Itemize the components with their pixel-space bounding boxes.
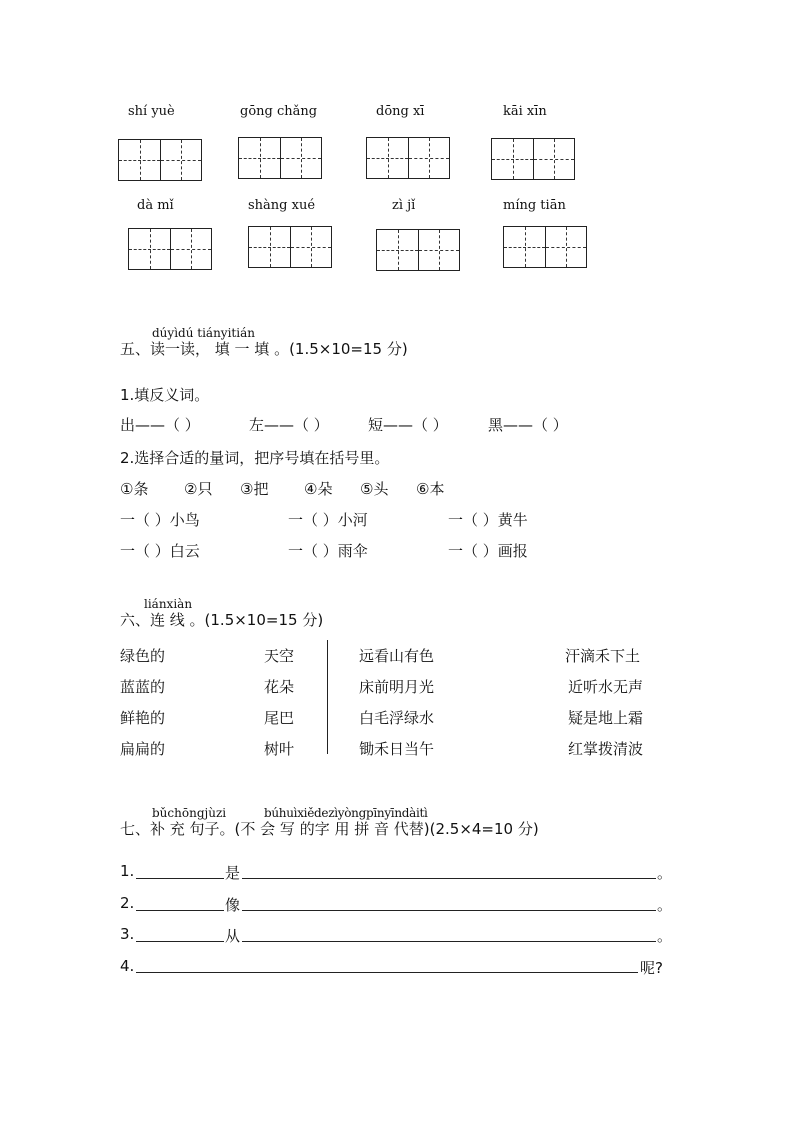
poem-line-left[interactable]: 白毛浮绿水 — [359, 709, 435, 727]
poem-line-right[interactable]: 近听水无声 — [568, 678, 644, 696]
measure-word-item[interactable]: 一（ ）白云 — [120, 542, 200, 560]
option-item: ④朵 — [304, 480, 333, 498]
match-left-word[interactable]: 蓝蓝的 — [120, 678, 166, 696]
match-left-word[interactable]: 鲜艳的 — [120, 709, 166, 727]
poem-line-left[interactable]: 远看山有色 — [359, 647, 435, 665]
pinyin-label: gōng chǎng — [240, 104, 318, 119]
section-title: 六、连 线 。(1.5×10=15 分) — [120, 611, 324, 629]
column-divider — [327, 640, 328, 754]
poem-line-right[interactable]: 汗滴禾下土 — [565, 647, 641, 665]
pinyin-label: shàng xué — [248, 198, 316, 213]
line-end: 呢? — [640, 959, 663, 977]
measure-word-item[interactable]: 一（ ）画报 — [448, 542, 528, 560]
line-number: 4. — [120, 957, 135, 975]
question-label: 2.选择合适的量词，把序号填在括号里。 — [120, 449, 390, 467]
antonym-item[interactable]: 左——（ ） — [249, 416, 329, 434]
measure-word-item[interactable]: 一（ ）雨伞 — [288, 542, 368, 560]
sentence-keyword: 从 — [225, 927, 241, 945]
match-right-word[interactable]: 天空 — [264, 647, 295, 665]
section-ruby: dúyìdú tiányitián — [152, 326, 255, 340]
measure-word-item[interactable]: 一（ ）小鸟 — [120, 511, 200, 529]
section-title: 七、补 充 句子。(不 会 写 的字 用 拼 音 代替)(2.5×4=10 分) — [120, 820, 539, 838]
answer-blank[interactable] — [242, 910, 656, 911]
measure-word-item[interactable]: 一（ ）小河 — [288, 511, 368, 529]
antonym-item[interactable]: 短——（ ） — [368, 416, 448, 434]
match-right-word[interactable]: 树叶 — [264, 740, 295, 758]
option-item: ①条 — [120, 480, 149, 498]
writing-box[interactable] — [248, 226, 332, 268]
writing-box[interactable] — [118, 139, 202, 181]
poem-line-right[interactable]: 红掌拨清波 — [568, 740, 644, 758]
writing-box[interactable] — [128, 228, 212, 270]
section-title: 五、读一读， 填 一 填 。(1.5×10=15 分) — [120, 340, 408, 358]
measure-word-item[interactable]: 一（ ）黄牛 — [448, 511, 528, 529]
pinyin-label: shí yuè — [128, 104, 175, 119]
line-number: 3. — [120, 925, 135, 943]
line-end: 。 — [657, 896, 673, 914]
match-left-word[interactable]: 扁扁的 — [120, 740, 166, 758]
match-right-word[interactable]: 尾巴 — [264, 709, 295, 727]
poem-line-right[interactable]: 疑是地上霜 — [568, 709, 644, 727]
writing-box[interactable] — [238, 137, 322, 179]
writing-box[interactable] — [491, 138, 575, 180]
answer-blank[interactable] — [136, 878, 224, 879]
match-right-word[interactable]: 花朵 — [264, 678, 295, 696]
option-item: ⑤头 — [360, 480, 389, 498]
option-item: ②只 — [184, 480, 213, 498]
line-end: 。 — [657, 927, 673, 945]
match-left-word[interactable]: 绿色的 — [120, 647, 166, 665]
question-label: 1.填反义词。 — [120, 386, 210, 404]
pinyin-label: zì jǐ — [392, 198, 416, 213]
pinyin-label: kāi xīn — [503, 104, 547, 119]
sentence-keyword: 是 — [225, 864, 241, 882]
antonym-item[interactable]: 出——（ ） — [120, 416, 200, 434]
answer-blank[interactable] — [136, 972, 638, 973]
sentence-keyword: 像 — [225, 896, 241, 914]
line-number: 1. — [120, 862, 135, 880]
line-number: 2. — [120, 894, 135, 912]
section-ruby: bǔchōngjùzi — [152, 806, 227, 820]
answer-blank[interactable] — [242, 878, 656, 879]
writing-box[interactable] — [376, 229, 460, 271]
pinyin-label: dōng xī — [376, 104, 425, 119]
pinyin-label: dà mǐ — [137, 198, 174, 213]
pinyin-label: míng tiān — [503, 198, 566, 213]
answer-blank[interactable] — [136, 910, 224, 911]
writing-box[interactable] — [503, 226, 587, 268]
section-ruby: búhuìxiědezìyòngpīnyīndàitì — [264, 806, 428, 820]
answer-blank[interactable] — [242, 941, 656, 942]
answer-blank[interactable] — [136, 941, 224, 942]
option-item: ③把 — [240, 480, 269, 498]
section-ruby: liánxiàn — [144, 597, 193, 611]
writing-box[interactable] — [366, 137, 450, 179]
poem-line-left[interactable]: 床前明月光 — [359, 678, 435, 696]
antonym-item[interactable]: 黑——（ ） — [488, 416, 568, 434]
line-end: 。 — [657, 864, 673, 882]
poem-line-left[interactable]: 锄禾日当午 — [359, 740, 435, 758]
option-item: ⑥本 — [416, 480, 445, 498]
